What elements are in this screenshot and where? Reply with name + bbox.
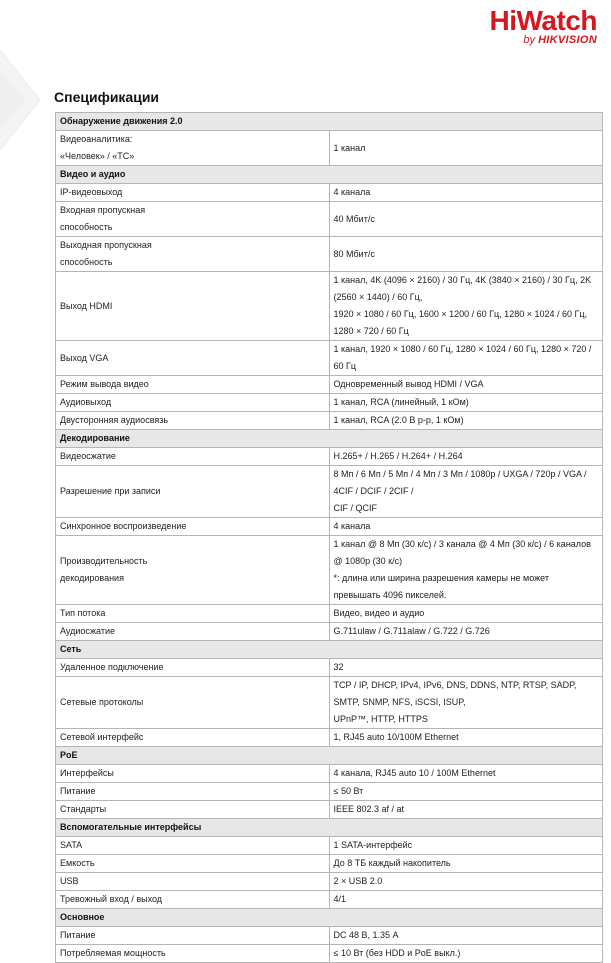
section-header-row: [56, 641, 603, 659]
section-header-row: [56, 166, 603, 184]
table-row: [56, 605, 603, 623]
table-row: [56, 659, 603, 677]
spec-value: 1 канал: [329, 131, 603, 166]
spec-value: ≤ 50 Вт: [329, 783, 603, 801]
table-row: [56, 518, 603, 536]
section-header-row: [56, 909, 603, 927]
spec-value: 40 Мбит/с: [329, 202, 603, 237]
table-row: [56, 677, 603, 729]
section-title: Вспомогательные интерфейсы: [56, 819, 603, 837]
table-row: [56, 765, 603, 783]
table-row: [56, 855, 603, 873]
brand-sub-prefix: by: [523, 34, 535, 46]
table-row: [56, 237, 603, 272]
table-row: [56, 945, 603, 963]
spec-value: 1 канал, RCA (2.0 В р-р, 1 кОм): [329, 412, 603, 430]
spec-label: Аудиовыход: [56, 394, 330, 412]
section-title: Обнаружение движения 2.0: [56, 113, 603, 131]
spec-value: 1 канал, 4K (4096 × 2160) / 30 Гц, 4K (3840 × 2160) / 30 Гц, 2K (2560 × 1440) / 60 Гц, 1920 × 1080 / 60 Гц, 1600 × 1200 / 60 Гц, 1280 × 1024 / 60 Гц, 1280 × 720 / 60 Гц: [329, 272, 603, 341]
table-row: [56, 394, 603, 412]
spec-value: 8 Мп / 6 Мп / 5 Мп / 4 Мп / 3 Мп / 1080p / UXGA / 720p / VGA / 4CIF / DCIF / 2CIF / CIF / QCIF: [329, 466, 603, 518]
table-row: [56, 131, 603, 166]
spec-value: 1 SATA-интерфейс: [329, 837, 603, 855]
brand-sub-brand: HIKVISION: [538, 34, 597, 46]
spec-value: H.265+ / H.265 / H.264+ / H.264: [329, 448, 603, 466]
spec-label: Питание: [56, 927, 330, 945]
spec-value: 4 канала: [329, 518, 603, 536]
spec-label: Выход HDMI: [56, 272, 330, 341]
section-title: Основное: [56, 909, 603, 927]
table-row: [56, 272, 603, 341]
spec-label: Аудиосжатие: [56, 623, 330, 641]
table-row: [56, 623, 603, 641]
spec-value: 4/1: [329, 891, 603, 909]
table-row: [56, 927, 603, 945]
table-row: [56, 801, 603, 819]
spec-value: G.711ulaw / G.711alaw / G.722 / G.726: [329, 623, 603, 641]
spec-value: 1 канал, RCA (линейный, 1 кОм): [329, 394, 603, 412]
spec-label: USB: [56, 873, 330, 891]
spec-label: Питание: [56, 783, 330, 801]
spec-label: Выходная пропускная способность: [56, 237, 330, 272]
spec-value: TCP / IP, DHCP, IPv4, IPv6, DNS, DDNS, NTP, RTSP, SADP, SMTP, SNMP, NFS, iSCSI, ISUP, UPnP™, HTTP, HTTPS: [329, 677, 603, 729]
spec-label: Видеоаналитика: «Человек» / «ТС»: [56, 131, 330, 166]
spec-value: 4 канала, RJ45 auto 10 / 100M Ethernet: [329, 765, 603, 783]
table-row: [56, 783, 603, 801]
brand-name: HiWatch: [489, 5, 597, 36]
table-row: [56, 873, 603, 891]
section-header-row: [56, 113, 603, 131]
spec-label: Режим вывода видео: [56, 376, 330, 394]
specifications-table-body: [56, 113, 603, 963]
spec-label: Удаленное подключение: [56, 659, 330, 677]
page-title: Спецификации: [54, 89, 160, 105]
spec-label: Видеосжатие: [56, 448, 330, 466]
spec-label: Выход VGA: [56, 341, 330, 376]
spec-value: IEEE 802.3 af / at: [329, 801, 603, 819]
section-header-row: [56, 430, 603, 448]
section-title: PoE: [56, 747, 603, 765]
spec-label: Синхронное воспроизведение: [56, 518, 330, 536]
spec-label: IP-видеовыход: [56, 184, 330, 202]
spec-label: Емкость: [56, 855, 330, 873]
spec-value: До 8 ТБ каждый накопитель: [329, 855, 603, 873]
table-row: [56, 341, 603, 376]
table-row: [56, 184, 603, 202]
table-row: [56, 448, 603, 466]
table-row: [56, 376, 603, 394]
spec-value: 1 канал @ 8 Мп (30 к/с) / 3 канала @ 4 Мп (30 к/с) / 6 каналов @ 1080p (30 к/с) *: длина или ширина разрешения камеры не может превышать 4096 пикселей.: [329, 536, 603, 605]
table-row: [56, 837, 603, 855]
spec-value: 1, RJ45 auto 10/100M Ethernet: [329, 729, 603, 747]
spec-label: Входная пропускная способность: [56, 202, 330, 237]
specifications-table: [55, 112, 603, 963]
spec-label: Разрешение при записи: [56, 466, 330, 518]
spec-value: 2 × USB 2.0: [329, 873, 603, 891]
spec-value: 4 канала: [329, 184, 603, 202]
spec-label: SATA: [56, 837, 330, 855]
spec-label: Сетевой интерфейс: [56, 729, 330, 747]
spec-value: 32: [329, 659, 603, 677]
table-row: [56, 412, 603, 430]
spec-value: 1 канал, 1920 × 1080 / 60 Гц, 1280 × 1024 / 60 Гц, 1280 × 720 / 60 Гц: [329, 341, 603, 376]
spec-value: 80 Мбит/с: [329, 237, 603, 272]
table-row: [56, 729, 603, 747]
section-title: Видео и аудио: [56, 166, 603, 184]
spec-label: Тревожный вход / выход: [56, 891, 330, 909]
table-row: [56, 536, 603, 605]
spec-value: Видео, видео и аудио: [329, 605, 603, 623]
spec-label: Стандарты: [56, 801, 330, 819]
spec-label: Сетевые протоколы: [56, 677, 330, 729]
section-header-row: [56, 747, 603, 765]
spec-label: Интерфейсы: [56, 765, 330, 783]
section-title: Декодирование: [56, 430, 603, 448]
spec-value: ≤ 10 Вт (без HDD и PoE выкл.): [329, 945, 603, 963]
table-row: [56, 891, 603, 909]
spec-label: Потребляемая мощность: [56, 945, 330, 963]
section-header-row: [56, 819, 603, 837]
table-row: [56, 466, 603, 518]
decorative-watermark-graphic: [0, 40, 60, 160]
brand-logo: [490, 6, 597, 46]
section-title: Сеть: [56, 641, 603, 659]
spec-value: Одновременный вывод HDMI / VGA: [329, 376, 603, 394]
spec-label: Двусторонняя аудиосвязь: [56, 412, 330, 430]
spec-value: DC 48 В, 1.35 А: [329, 927, 603, 945]
spec-label: Тип потока: [56, 605, 330, 623]
spec-label: Производительность декодирования: [56, 536, 330, 605]
table-row: [56, 202, 603, 237]
